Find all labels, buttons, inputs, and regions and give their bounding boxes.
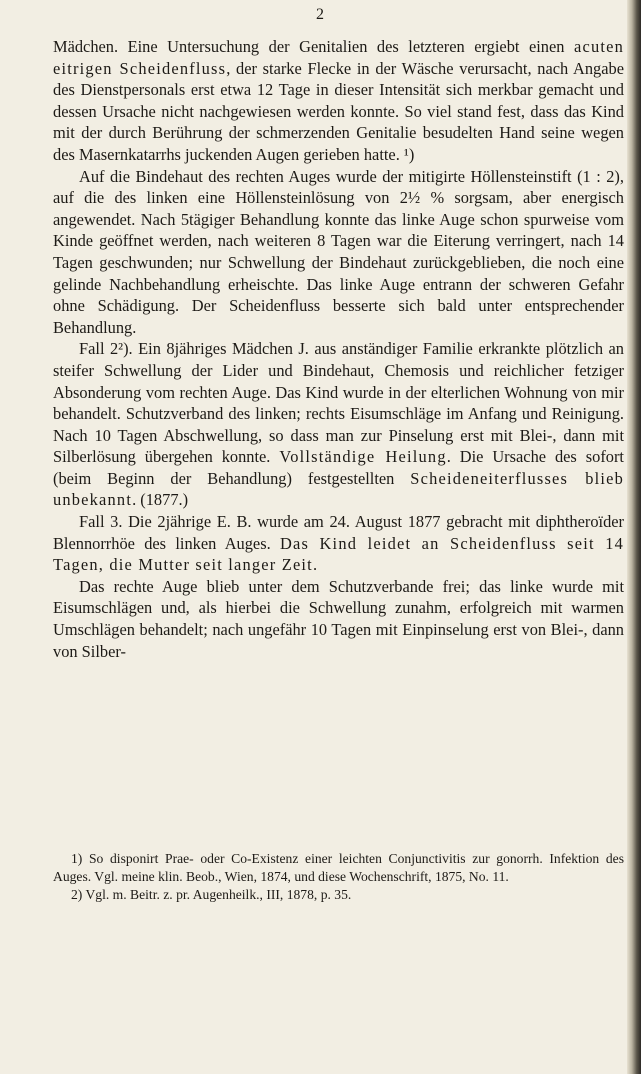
body-text [53,36,624,662]
paragraph-text: . (1877.) [132,490,189,510]
paragraph-text: Das rechte Auge blieb unter dem Schutzverbande frei; das linke wurde mit Eisumschlägen und, als hierbei die Schwellung zunahm, erfolgreich mit warmen Umschlägen behandelt; nach ungefähr 10 Tagen mit Einpinselung erst von Blei-, dann von Silber- [53,576,624,661]
footnote: 2) Vgl. m. Beitr. z. pr. Augenheilk., III, 1878, p. 35. [71,887,352,903]
footnote: 1) So disponirt Prae- oder Co-Existenz einer leichten Conjunctivitis zur gonorrh. Infektion des Auges. Vgl. meine klin. Beob., Wien, 1874, und diese Wochenschrift, 1875, No. 11. [53,851,624,885]
spaced-emphasis: Vollständige Heilung [279,447,447,467]
page-number: 2 [316,6,325,23]
paragraph-text: Fall 2²). Ein 8jähriges Mädchen J. aus anständiger Familie erkrankte plötzlich an steifer Schwellung der Lider und Bindehaut, Chemosis und reichlicher fetziger Absonderung vom rechten Auge. Das Kind wurde in der elterlichen Wohnung von mir behandelt. Schutzverband des linken; rechts Eisumschläge im Anfang und Reinigung. Nach 10 Tagen Abschwellung, so dass man zur Pinselung erst mit Blei-, dann mit Silberlösung übergehen konnte. [53,339,624,467]
footnotes [53,850,624,905]
paragraph-text: . Die Ursache des sofort (beim Beginn der Behandlung) festgestellten [53,447,624,488]
paragraph [53,511,624,576]
paragraph [53,166,624,339]
paragraph-text: , der starke Flecke in der Wäsche verursacht, nach Angabe des Dienstpersonals erst etwa 12 Tage in dieser Intensität sich merkbar gemacht und dessen Ursache nicht nachgewiesen werden konnte. So viel stand fest, dass das Kind mit der durch Berührung der schmerzenden Genitalie besudelten Hand seine wegen des Masernkatarrhs juckenden Augen gerieben hatte. ¹) [53,58,624,164]
page-edge-shadow [627,0,641,1074]
paragraph-text: . [312,555,318,575]
paragraph [53,36,624,166]
paragraph-text: Fall 3. Die 2jährige E. B. wurde am 24. August 1877 gebracht mit diphtheroïder Blennorrhöe des linken Auges. [53,512,624,553]
spaced-emphasis: Das Kind leidet an Scheidenfluss seit 14 Tagen, die Mutter seit langer Zeit [53,533,624,575]
paragraph [53,338,624,511]
spaced-emphasis: acuten eitrigen Scheidenfluss [53,37,624,78]
paragraph [53,576,624,662]
paragraph-text: Auf die Bindehaut des rechten Auges wurde der mitigirte Höllensteinstift (1 : 2), auf die des linken eine Höllensteinlösung von 2½ % sorgsam, aber energisch angewendet. Nach 5tägiger Behandlung konnte das linke Auge schon spurweise vom Kinde geöffnet werden, nach weiteren 8 Tagen war die Eiterung verringert, nach 14 Tagen geschwunden; nur Schwellung der Bindehaut zurückgeblieben, die noch eine gelinde Nachbehandlung erheischte. Das linke Auge entrann der schweren Gefahr ohne Schädigung. Der Scheidenfluss besserte sich bald unter entsprechender Behandlung. [53,166,624,337]
paragraph-text: Mädchen. Eine Untersuchung der Genitalien des letzteren ergiebt einen [53,37,575,56]
spaced-emphasis: Scheideneiterflusses blieb unbekannt [53,468,624,510]
